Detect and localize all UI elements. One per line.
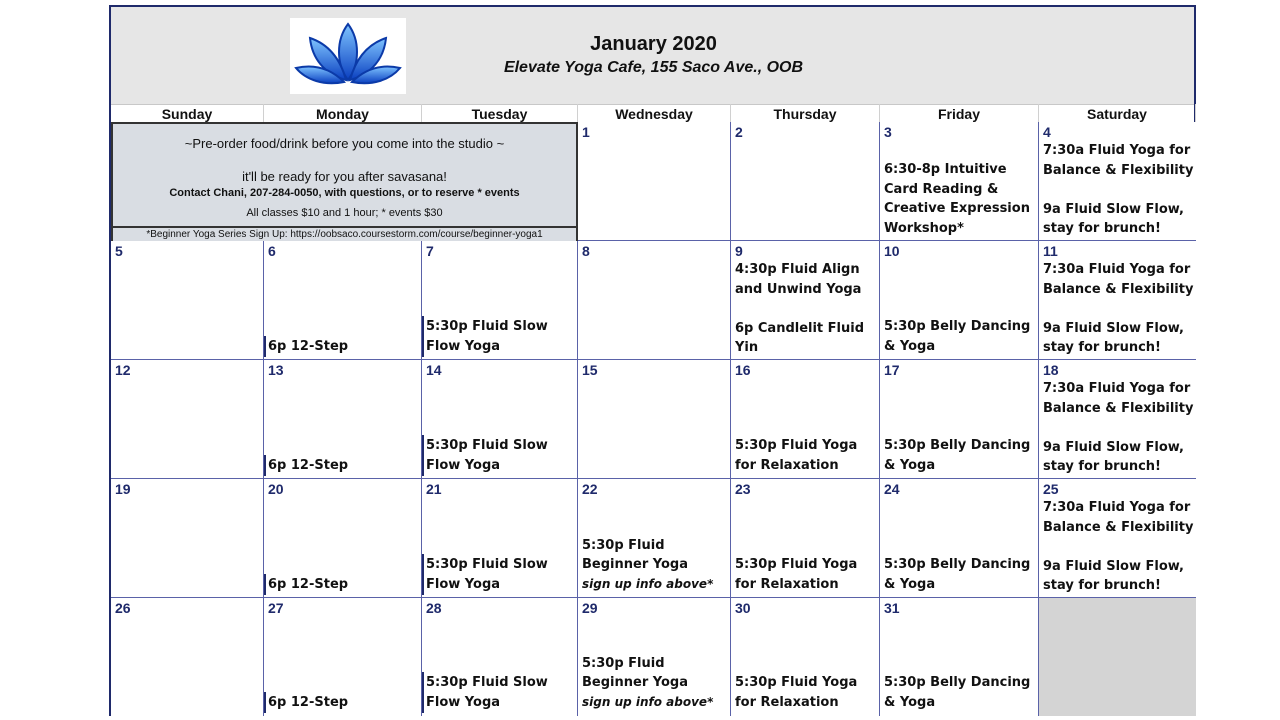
day-number: 15 — [582, 362, 598, 378]
notice-contact: Contact Chani, 207-284-0050, with questions, or to reserve * events — [169, 187, 520, 199]
day-cell[interactable] — [111, 598, 264, 716]
day-cell[interactable] — [731, 479, 880, 598]
day-cell[interactable] — [578, 360, 731, 479]
preorder-notice — [111, 122, 578, 241]
day-number: 14 — [426, 362, 442, 378]
day-cell[interactable] — [880, 241, 1039, 360]
event-marker — [264, 336, 266, 358]
day-cell[interactable] — [731, 241, 880, 360]
day-cell[interactable] — [264, 479, 422, 598]
event-entry[interactable]: 5:30p Fluid Yoga for Relaxation — [735, 557, 858, 592]
day-number: 25 — [1043, 481, 1059, 497]
day-number: 23 — [735, 481, 751, 497]
day-number: 26 — [115, 600, 131, 616]
day-cell[interactable] — [880, 479, 1039, 598]
day-number: 8 — [582, 243, 590, 259]
day-number: 22 — [582, 481, 598, 497]
event-marker — [422, 554, 424, 595]
event-entry[interactable]: 7:30a Fluid Yoga for Balance & Flexibility — [1043, 262, 1194, 297]
event-entry[interactable]: 5:30p Belly Dancing & Yoga — [884, 675, 1031, 710]
day-number: 13 — [268, 362, 284, 378]
day-cell[interactable] — [578, 598, 731, 716]
day-cell[interactable] — [880, 598, 1039, 716]
day-cell[interactable] — [264, 241, 422, 360]
day-number: 27 — [268, 600, 284, 616]
event-marker — [264, 692, 266, 714]
day-number: 29 — [582, 600, 598, 616]
calendar — [109, 5, 1196, 716]
day-cell[interactable] — [731, 598, 880, 716]
event-entry[interactable]: 9a Fluid Slow Flow, stay for brunch! — [1043, 439, 1184, 474]
event-entry[interactable]: 6p 12-Step — [268, 576, 349, 592]
event-entry[interactable]: 5:30p Belly Dancing & Yoga — [884, 438, 1031, 473]
event-entry[interactable]: 7:30a Fluid Yoga for Balance & Flexibility — [1043, 143, 1194, 178]
event-entry[interactable]: 9a Fluid Slow Flow, stay for brunch! — [1043, 201, 1184, 236]
event-entry[interactable]: 5:30p Fluid Slow Flow Yoga — [426, 557, 548, 592]
day-number: 9 — [735, 243, 743, 259]
day-cell[interactable] — [880, 122, 1039, 241]
weekday-sunday: Sunday — [111, 104, 264, 122]
day-cell[interactable] — [111, 360, 264, 479]
day-number: 12 — [115, 362, 131, 378]
calendar-title: January 2020 — [590, 33, 717, 55]
event-entry[interactable]: 6:30-8p Intuitive Card Reading & Creative Expression Workshop* — [884, 162, 1030, 236]
day-cell[interactable] — [1039, 598, 1196, 716]
calendar-subtitle: Elevate Yoga Cafe, 155 Saco Ave., OOB — [503, 59, 804, 76]
weekday-header-row — [111, 104, 1196, 122]
event-entry[interactable]: 5:30p Fluid Slow Flow Yoga — [426, 675, 548, 710]
weekday-wednesday: Wednesday — [578, 104, 731, 122]
event-entry[interactable]: 7:30a Fluid Yoga for Balance & Flexibility — [1043, 500, 1194, 535]
day-cell[interactable] — [422, 479, 578, 598]
calendar-header — [111, 7, 1194, 105]
event-entry[interactable]: 5:30p Belly Dancing & Yoga — [884, 557, 1031, 592]
event-entry[interactable]: 4:30p Fluid Align and Unwind Yoga — [735, 262, 862, 297]
event-entry[interactable]: 5:30p Belly Dancing & Yoga — [884, 319, 1031, 354]
day-cell[interactable] — [111, 241, 264, 360]
lotus-logo-icon — [290, 18, 406, 94]
event-entry[interactable]: 9a Fluid Slow Flow, stay for brunch! — [1043, 320, 1184, 355]
day-cell[interactable] — [1039, 360, 1196, 479]
day-number: 21 — [426, 481, 442, 497]
day-number: 17 — [884, 362, 900, 378]
event-entry[interactable]: 5:30p Fluid Yoga for Relaxation — [735, 675, 858, 710]
day-cell[interactable] — [111, 479, 264, 598]
day-cell[interactable] — [578, 241, 731, 360]
day-number: 28 — [426, 600, 442, 616]
notice-line: ~Pre-order food/drink before you come into the studio ~ — [184, 136, 505, 151]
day-number: 20 — [268, 481, 284, 497]
notice-line: it'll be ready for you after savasana! — [242, 169, 447, 184]
day-cell[interactable] — [264, 360, 422, 479]
day-number: 30 — [735, 600, 751, 616]
day-number: 19 — [115, 481, 131, 497]
day-cell[interactable] — [1039, 122, 1196, 241]
event-entry[interactable]: 6p 12-Step — [268, 338, 349, 354]
event-marker — [264, 455, 266, 477]
weekday-monday: Monday — [264, 104, 422, 122]
event-entry[interactable]: 5:30p Fluid Yoga for Relaxation — [735, 438, 858, 473]
day-cell[interactable] — [578, 479, 731, 598]
event-entry[interactable]: 9a Fluid Slow Flow, stay for brunch! — [1043, 558, 1184, 593]
event-entry[interactable]: 6p 12-Step — [268, 457, 349, 473]
day-cell[interactable] — [1039, 241, 1196, 360]
event-entry[interactable]: 7:30a Fluid Yoga for Balance & Flexibility — [1043, 381, 1194, 416]
day-cell[interactable] — [422, 360, 578, 479]
event-entry[interactable]: 5:30p Fluid Slow Flow Yoga — [426, 319, 548, 354]
day-number: 5 — [115, 243, 123, 259]
day-number: 31 — [884, 600, 900, 616]
day-cell[interactable] — [264, 598, 422, 716]
day-cell[interactable] — [731, 122, 880, 241]
weekday-friday: Friday — [880, 104, 1039, 122]
day-number: 6 — [268, 243, 276, 259]
day-number: 16 — [735, 362, 751, 378]
event-marker — [422, 672, 424, 713]
day-number: 4 — [1043, 124, 1051, 140]
notice-pricing: All classes $10 and 1 hour; * events $30 — [246, 207, 443, 219]
day-number: 7 — [426, 243, 434, 259]
event-marker — [264, 574, 266, 596]
day-number: 24 — [884, 481, 900, 497]
event-entry[interactable]: 6p 12-Step — [268, 694, 349, 710]
event-entry[interactable]: 5:30p Fluid Slow Flow Yoga — [426, 438, 548, 473]
event-entry[interactable]: 5:30p Fluid Beginner Yoga — [582, 655, 688, 690]
day-cell[interactable] — [422, 598, 578, 716]
weekday-saturday: Saturday — [1039, 104, 1196, 122]
day-cell[interactable] — [422, 241, 578, 360]
day-cell[interactable] — [1039, 479, 1196, 598]
event-marker — [422, 316, 424, 357]
day-cell[interactable] — [578, 122, 731, 241]
event-marker — [422, 435, 424, 476]
day-number: 1 — [582, 124, 590, 140]
event-entry[interactable]: 5:30p Fluid Beginner Yoga — [582, 537, 688, 572]
day-number: 3 — [884, 124, 892, 140]
notice-signup-link[interactable]: *Beginner Yoga Series Sign Up: https://oobsaco.coursestorm.com/course/beginner-yoga1 — [113, 226, 576, 243]
event-note: sign up info above* — [582, 576, 714, 591]
day-number: 11 — [1043, 243, 1058, 259]
day-number: 10 — [884, 243, 900, 259]
event-note: sign up info above* — [582, 694, 714, 709]
day-number: 2 — [735, 124, 743, 140]
day-number: 18 — [1043, 362, 1059, 378]
weekday-thursday: Thursday — [731, 104, 880, 122]
day-cell[interactable] — [731, 360, 880, 479]
weekday-tuesday: Tuesday — [422, 104, 578, 122]
event-entry[interactable]: 6p Candlelit Fluid Yin — [735, 320, 865, 355]
day-cell[interactable] — [880, 360, 1039, 479]
